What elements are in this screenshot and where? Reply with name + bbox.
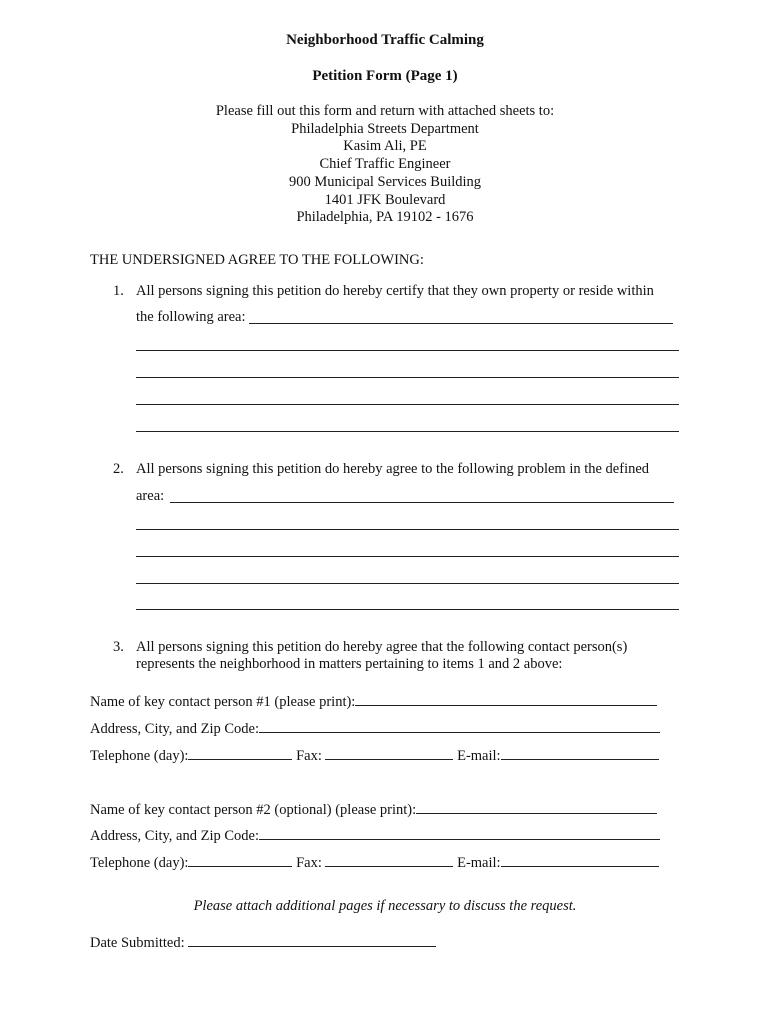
contact-2-email-label: E-mail: <box>457 855 501 871</box>
agreement-heading: THE UNDERSIGNED AGREE TO THE FOLLOWING: <box>90 252 424 268</box>
contact-1-name-field[interactable] <box>355 692 657 706</box>
item-2-problem-line[interactable] <box>136 609 679 610</box>
address-building: 900 Municipal Services Building <box>288 173 482 190</box>
item-2-number: 2. <box>113 461 124 477</box>
item-1-area-field[interactable] <box>249 323 673 324</box>
item-3-text: All persons signing this petition do hereby agree that the following contact person(s) <box>136 639 628 655</box>
contact-1-fax-field[interactable] <box>325 746 453 760</box>
item-1-area-line[interactable] <box>136 377 679 378</box>
contact-1-name-label: Name of key contact person #1 (please print): <box>90 694 356 710</box>
item-2-area-label: area: <box>136 488 165 504</box>
item-1-area-label: the following area: <box>136 309 246 325</box>
contact-1-address-label: Address, City, and Zip Code: <box>90 721 260 737</box>
item-1-area-line[interactable] <box>136 431 679 432</box>
item-3-number: 3. <box>113 639 124 655</box>
form-title: Neighborhood Traffic Calming <box>286 32 484 48</box>
contact-1-email-label: E-mail: <box>457 748 501 764</box>
item-2-problem-field[interactable] <box>170 502 674 503</box>
contact-2-name-row <box>90 800 657 819</box>
address-instruction: Please fill out this form and return with attached sheets to: <box>215 103 555 119</box>
address-street: 1401 JFK Boulevard <box>324 191 446 208</box>
attach-pages-note: Please attach additional pages if necessary to discuss the request. <box>193 898 577 914</box>
address-department: Philadelphia Streets Department <box>291 120 479 137</box>
form-subtitle: Petition Form (Page 1) <box>312 68 458 84</box>
contact-1-phone-label: Telephone (day): <box>90 748 189 764</box>
contact-2-name-label: Name of key contact person #2 (optional) (please print): <box>90 802 417 818</box>
date-submitted-field[interactable] <box>188 933 436 947</box>
contact-2-address-row <box>90 826 660 845</box>
contact-2-phone-row <box>90 853 659 872</box>
date-submitted-row <box>90 933 436 952</box>
mailing-address-block <box>0 103 770 227</box>
item-2-problem-line[interactable] <box>136 556 679 557</box>
address-contact-title: Chief Traffic Engineer <box>319 156 451 173</box>
contact-2-address-field[interactable] <box>259 826 660 840</box>
contact-1-phone-row <box>90 746 659 765</box>
contact-1-address-field[interactable] <box>259 719 660 733</box>
item-1-number: 1. <box>113 283 124 299</box>
contact-2-phone-label: Telephone (day): <box>90 855 189 871</box>
contact-1-email-field[interactable] <box>501 746 659 760</box>
contact-2-email-field[interactable] <box>501 853 659 867</box>
contact-2-address-label: Address, City, and Zip Code: <box>90 828 260 844</box>
contact-2-phone-field[interactable] <box>188 853 292 867</box>
item-1-area-line[interactable] <box>136 350 679 351</box>
date-submitted-label: Date Submitted: <box>90 935 185 951</box>
contact-2-fax-field[interactable] <box>325 853 453 867</box>
contact-1-phone-field[interactable] <box>188 746 292 760</box>
address-city-state-zip: Philadelphia, PA 19102 - 1676 <box>296 209 474 226</box>
item-1-area-line[interactable] <box>136 404 679 405</box>
contact-1-address-row <box>90 719 660 738</box>
item-2-problem-line[interactable] <box>136 529 679 530</box>
item-3-text-continued: represents the neighborhood in matters pertaining to items 1 and 2 above: <box>136 656 563 672</box>
item-2-problem-line[interactable] <box>136 583 679 584</box>
address-contact-name: Kasim Ali, PE <box>343 138 427 155</box>
contact-1-fax-label: Fax: <box>296 748 322 764</box>
item-2-text: All persons signing this petition do hereby agree to the following problem in the defined <box>136 461 650 477</box>
contact-2-fax-label: Fax: <box>296 855 322 871</box>
contact-1-name-row <box>90 692 657 711</box>
item-1-text: All persons signing this petition do hereby certify that they own property or reside within <box>136 283 654 299</box>
contact-2-name-field[interactable] <box>416 800 657 814</box>
